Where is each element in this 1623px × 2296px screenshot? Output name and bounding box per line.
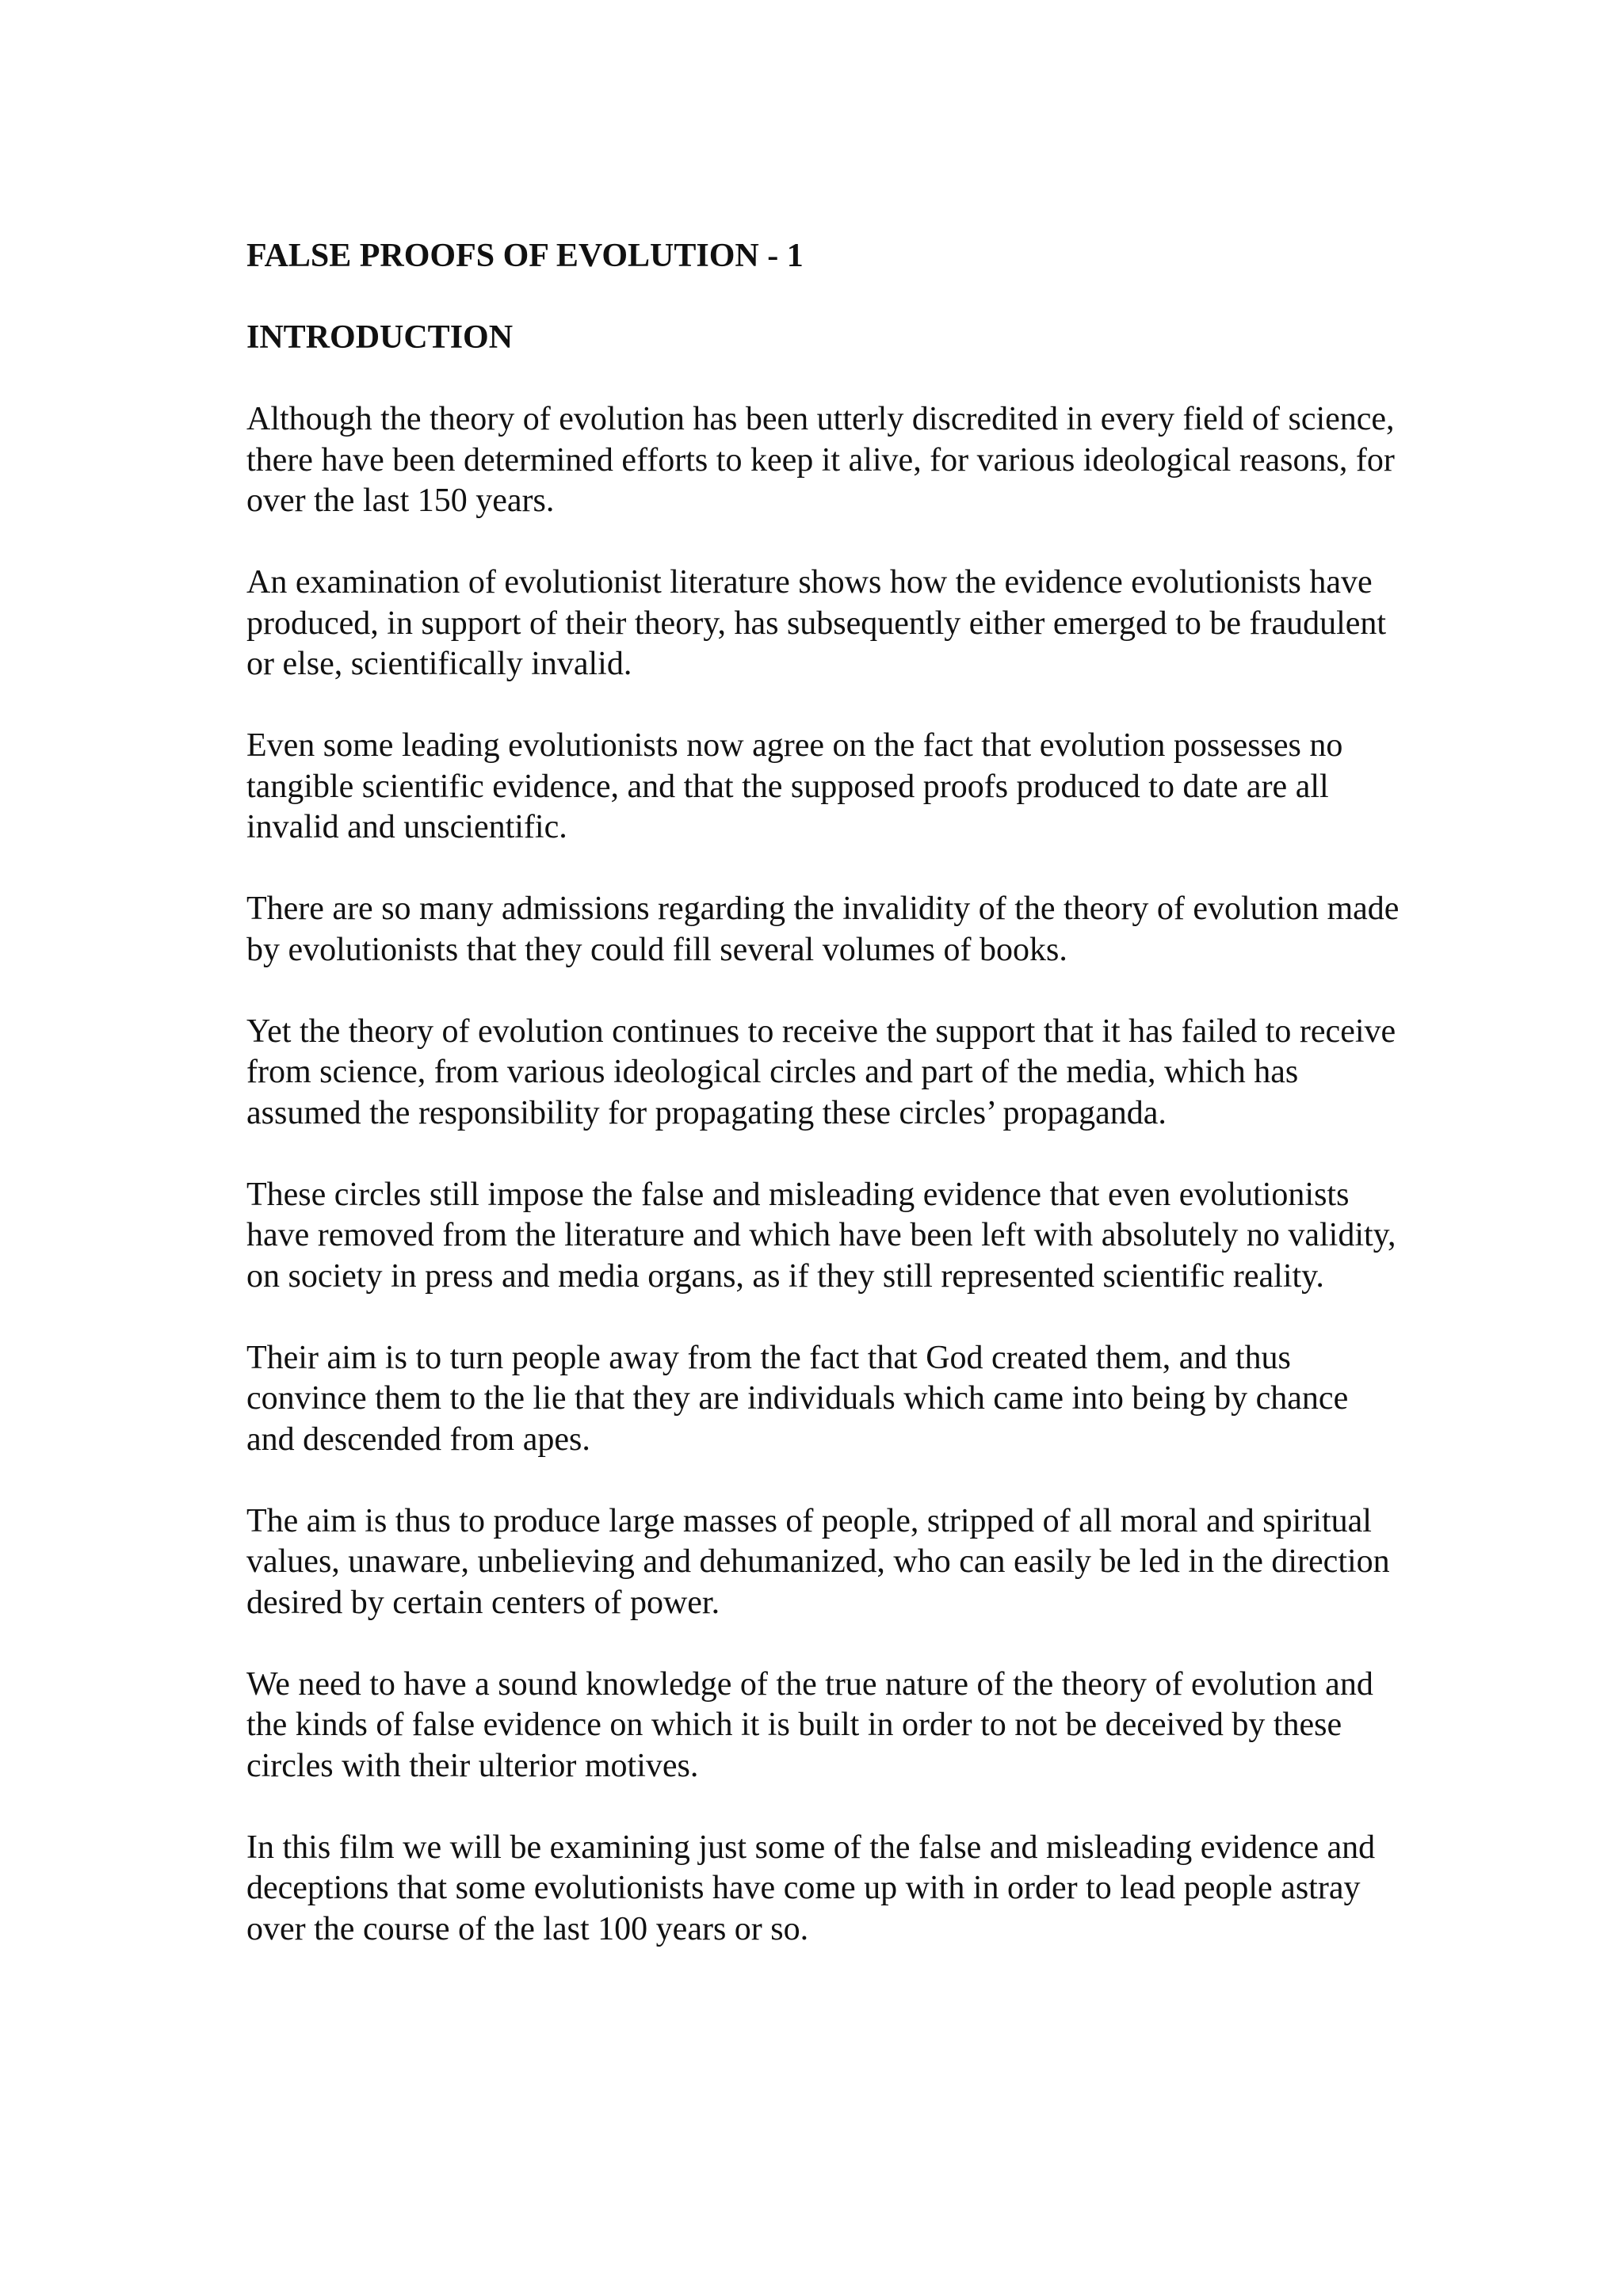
- paragraph: We need to have a sound knowledge of the true nature of the theory of evolution and the kinds of false evidence on which it is built in order to not be deceived by these circles with their ulterior motives.: [246, 1665, 1373, 1784]
- paragraph: Although the theory of evolution has been utterly discredited in every field of science, there have been determined efforts to keep it alive, for various ideological reasons, for over the last 150 years.: [246, 401, 1395, 519]
- paragraph: Yet the theory of evolution continues to receive the support that it has failed to receive from science, from various ideological circles and part of the media, which has assumed the responsibility for propagating these circles’ propaganda.: [246, 1013, 1396, 1131]
- paragraph: In this film we will be examining just some of the false and misleading evidence and deceptions that some evolutionists have come up with in order to lead people astray over the course of the last 100 years or so.: [246, 1829, 1376, 1947]
- paragraph: There are so many admissions regarding the invalidity of the theory of evolution made by evolutionists that they could fill several volumes of books.: [246, 891, 1400, 968]
- paragraph: The aim is thus to produce large masses of people, stripped of all moral and spiritual values, unaware, unbelieving and dehumanized, who can easily be led in the direction desired by certain centers of power.: [246, 1502, 1390, 1621]
- paragraph: Even some leading evolutionists now agree on the fact that evolution possesses no tangible scientific evidence, and that the supposed proofs produced to date are all invalid and unscientific.: [246, 727, 1343, 845]
- paragraph: These circles still impose the false and misleading evidence that even evolutionists have removed from the literature and which have been left with absolutely no validity, on society in press and media organs, as if they still represented scientific reality.: [246, 1176, 1396, 1295]
- document-title: FALSE PROOFS OF EVOLUTION - 1: [246, 238, 804, 274]
- section-heading: INTRODUCTION: [246, 319, 514, 356]
- paragraph: An examination of evolutionist literature shows how the evidence evolutionists have produced, in support of their theory, has subsequently either emerged to be fraudulent or else, scientifically invalid.: [246, 564, 1387, 682]
- paragraph: Their aim is to turn people away from the fact that God created them, and thus convince them to the lie that they are individuals which came into being by chance and descended from apes.: [246, 1339, 1349, 1458]
- document-page: [246, 236, 1403, 1950]
